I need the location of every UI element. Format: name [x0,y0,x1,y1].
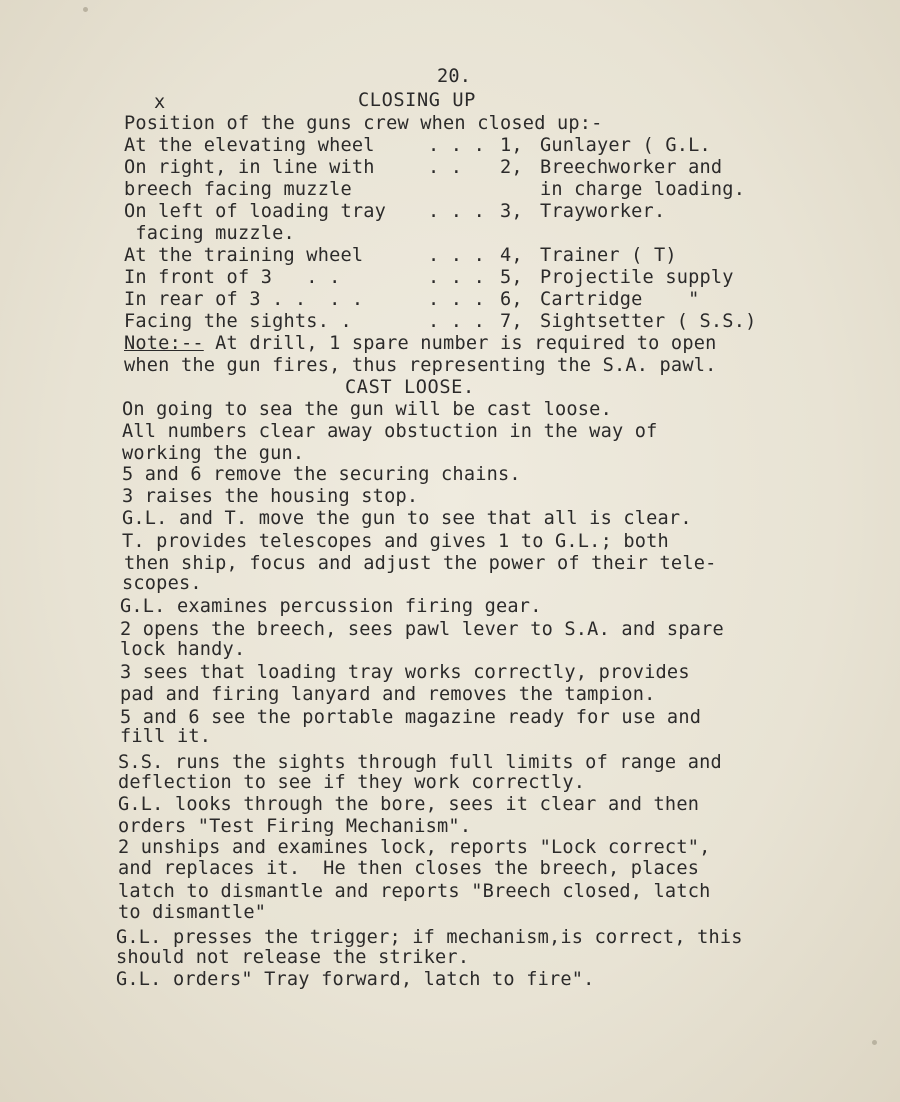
crew-position-text: breech facing muzzle [124,179,352,200]
cast-loose-line: and replaces it. He then closes the breech, places [118,858,700,879]
cast-loose-line: fill it. [120,726,212,747]
crew-number: 2, [500,157,523,178]
crew-number: 5, [500,267,523,288]
crew-position-text: On left of loading tray [124,201,387,222]
cast-loose-line: 3 raises the housing stop. [122,486,419,507]
crew-role: Trayworker. [540,201,666,222]
crew-position-text: facing muzzle. [124,223,295,244]
cast-loose-line: orders "Test Firing Mechanism". [118,816,472,837]
punch-mark [83,7,88,12]
cast-loose-line: 3 sees that loading tray works correctly, provides [120,662,690,683]
note-line-2: when the gun fires, thus representing the S.A. pawl. [124,355,717,376]
cast-loose-line: G.L. and T. move the gun to see that all is clear. [122,508,692,529]
crew-leader-dots: . . . [428,267,485,288]
crew-role: Gunlayer ( G.L. [540,135,711,156]
crew-role: Trainer ( T) [540,245,677,266]
crew-position-text: In front of 3 . . [124,267,341,288]
crew-position-text: On right, in line with [124,157,375,178]
cast-loose-line: T. provides telescopes and gives 1 to G.L.; both [122,531,669,552]
cast-loose-line: S.S. runs the sights through full limits of range and [118,752,722,773]
crew-number: 1, [500,135,523,156]
crew-number: 6, [500,289,523,310]
crew-role: in charge loading. [540,179,746,200]
cast-loose-line: working the gun. [122,443,305,464]
crew-leader-dots: . . . [428,289,485,310]
punch-mark [872,1040,877,1045]
cast-loose-line: G.L. looks through the bore, sees it clear and then [118,794,700,815]
crew-leader-dots: . . . [428,245,485,266]
cast-loose-line: to dismantle" [118,902,267,923]
cast-loose-line: 2 unships and examines lock, reports "Lock correct", [118,837,711,858]
crew-leader-dots: . . . [428,135,485,156]
cast-loose-line: 2 opens the breech, sees pawl lever to S.A. and spare [120,619,724,640]
cast-loose-line: latch to dismantle and reports "Breech closed, latch [118,881,711,902]
crew-position-text: Facing the sights. . [124,311,352,332]
cast-loose-line: G.L. presses the trigger; if mechanism,is correct, this [116,927,743,948]
crew-number: 3, [500,201,523,222]
crew-number: 7, [500,311,523,332]
crew-role: Cartridge " [540,289,700,310]
cast-loose-line: pad and firing lanyard and removes the tampion. [120,684,656,705]
crew-role: Projectile supply [540,267,734,288]
cast-loose-line: deflection to see if they work correctly. [118,772,586,793]
crew-position-text: At the training wheel [124,245,364,266]
crew-number: 4, [500,245,523,266]
cast-loose-line: G.L. orders" Tray forward, latch to fire". [116,969,595,990]
page-number: 20. [437,66,472,87]
crew-leader-dots: . . [428,157,463,178]
crew-role: Sightsetter ( S.S.) [540,311,757,332]
cast-loose-line: All numbers clear away obstuction in the way of [122,421,658,442]
crew-position-text: At the elevating wheel [124,135,375,156]
note-text: At drill, 1 spare number is required to open [203,333,717,354]
cast-loose-heading: CAST LOOSE. [345,377,475,398]
cast-loose-line: scopes. [122,573,202,594]
cast-loose-line: should not release the striker. [116,947,470,968]
note-label: Note:-- [124,333,204,354]
closing-up-intro: Position of the guns crew when closed up:- [124,113,603,134]
crew-leader-dots: . . . [428,311,485,332]
closing-up-heading: CLOSING UP [358,90,476,111]
cast-loose-line: lock handy. [120,639,246,660]
margin-mark: x [154,92,166,113]
crew-position-text: In rear of 3 . . . . [124,289,364,310]
cast-loose-line: 5 and 6 remove the securing chains. [122,464,521,485]
cast-loose-line: On going to sea the gun will be cast loose. [122,399,612,420]
crew-role: Breechworker and [540,157,723,178]
cast-loose-line: G.L. examines percussion firing gear. [120,596,542,617]
cast-loose-line: then ship, focus and adjust the power of their tele- [124,553,717,574]
crew-leader-dots: . . . [428,201,485,222]
note-line [124,333,717,355]
cast-loose-line: 5 and 6 see the portable magazine ready for use and [120,707,702,728]
